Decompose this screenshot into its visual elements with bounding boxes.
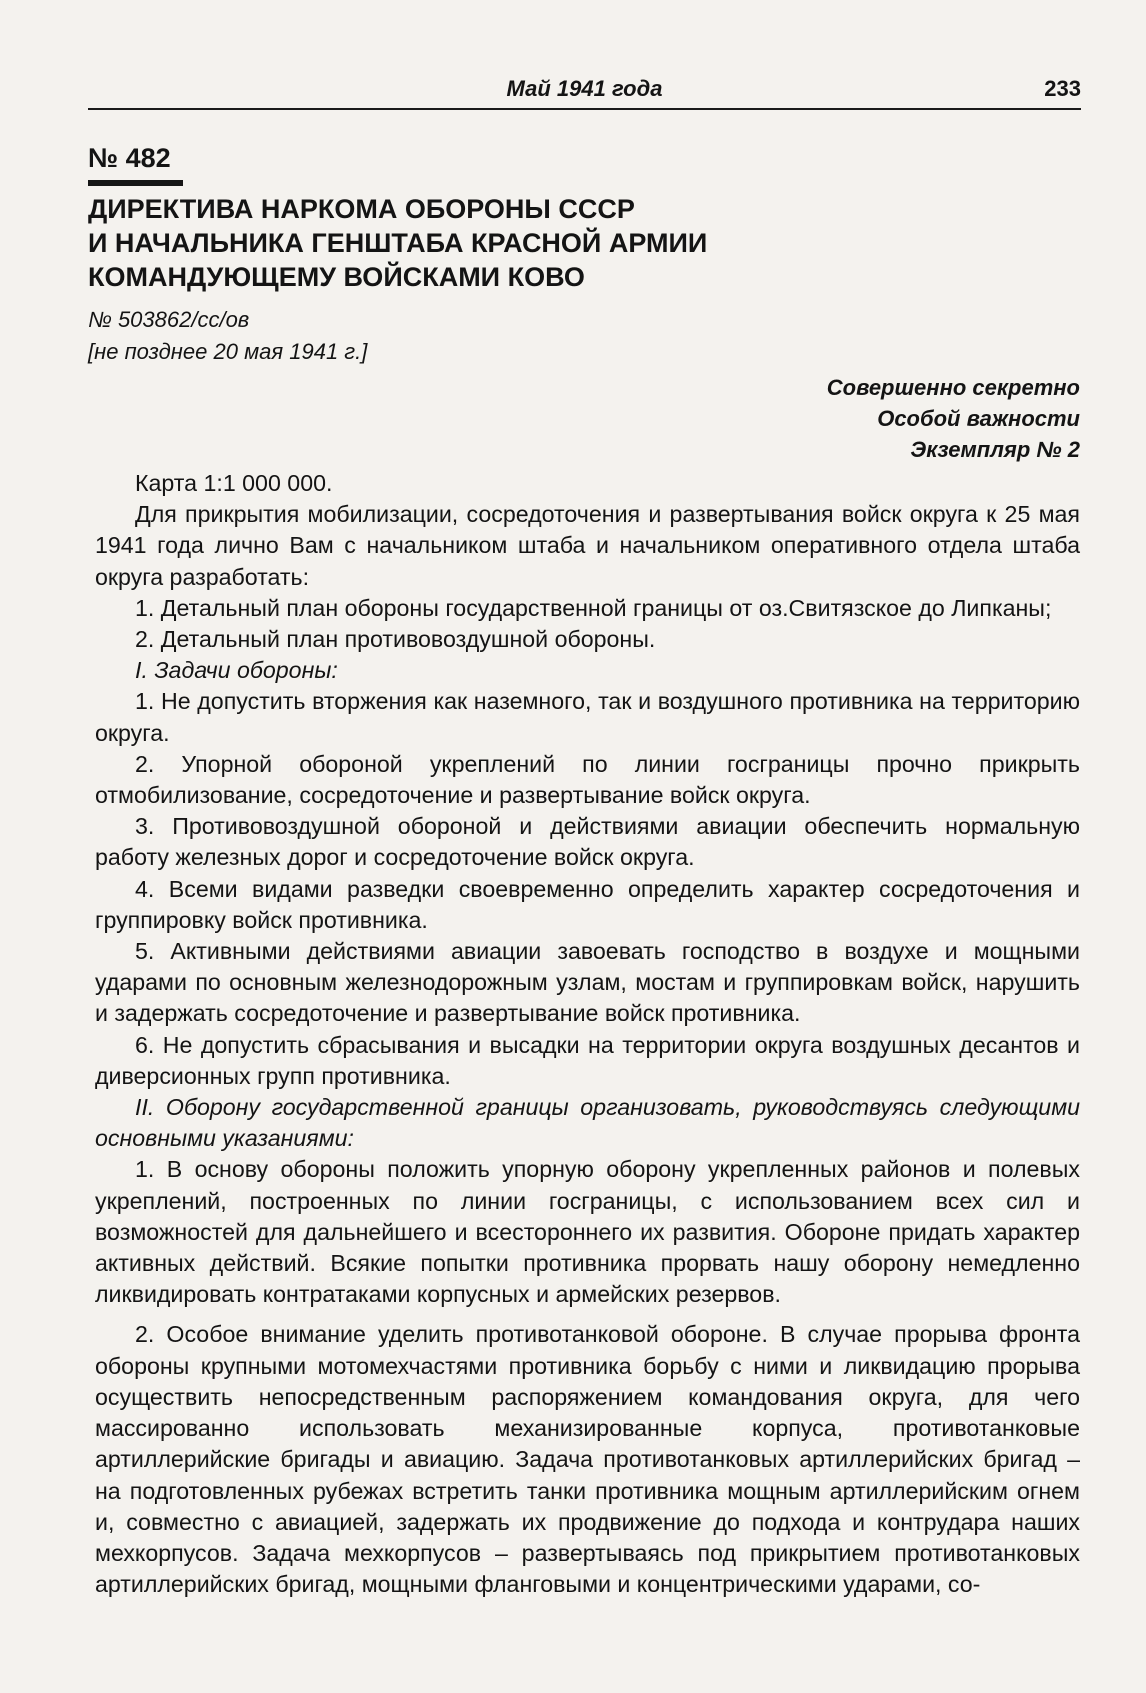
paragraph-item: 2. Упорной обороной укреплений по линии госграницы прочно прикрыть отмобилизование, сосредоточение и развертывание войск округа. bbox=[95, 750, 1080, 809]
running-title: Май 1941 года bbox=[506, 76, 663, 101]
document-date-note: [не позднее 20 мая 1941 г.] bbox=[88, 339, 368, 364]
classification-importance: Особой важности bbox=[877, 406, 1080, 431]
paragraph-item: 4. Всеми видами разведки своевременно определить характер сосредоточения и группировку войск противника. bbox=[95, 875, 1080, 933]
classification-secrecy: Совершенно секретно bbox=[826, 375, 1080, 400]
section-heading-2: II. Оборону государственной границы организовать, руководствуясь следующими основными указаниями: bbox=[95, 1094, 1080, 1152]
title-rule bbox=[88, 180, 183, 186]
document-title-line: КОМАНДУЮЩЕМУ ВОЙСКАМИ КОВО bbox=[88, 262, 585, 292]
paragraph-map: Карта 1:1 000 000. bbox=[135, 470, 333, 496]
document-reference: № 503862/сс/ов bbox=[88, 307, 250, 332]
document-title-line: ДИРЕКТИВА НАРКОМА ОБОРОНЫ СССР bbox=[88, 194, 635, 224]
paragraph-item: 1. Детальный план обороны государственной границы от оз.Свитязское до Липканы; bbox=[135, 594, 1052, 621]
paragraph-item: 3. Противовоздушной обороной и действиями авиации обеспечить нормальную работу железных дорог и сосредоточение войск округа. bbox=[95, 813, 1080, 871]
paragraph-item: 5. Активными действиями авиации завоевать господство в воздухе и мощными ударами по основным железнодорожным узлам, мостам и группировкам войск, нарушить и задержать сосредоточение и развертывание войск противника. bbox=[95, 938, 1080, 1027]
document-title-line: И НАЧАЛЬНИКА ГЕНШТАБА КРАСНОЙ АРМИИ bbox=[88, 228, 708, 258]
classification-copy: Экземпляр № 2 bbox=[910, 437, 1080, 462]
document-number: № 482 bbox=[88, 143, 171, 173]
document-title bbox=[88, 192, 808, 294]
section-heading-1: I. Задачи обороны: bbox=[135, 657, 338, 684]
paragraph-intro: Для прикрытия мобилизации, сосредоточения и развертывания войск округа к 25 мая 1941 года лично Вам с начальником штаба и начальником оперативного отдела штаба округа разработать: bbox=[95, 501, 1080, 590]
paragraph-item: 2. Особое внимание уделить противотанковой обороне. В случае прорыва фронта обороны крупными мотомехчастями противника борьбу с ними и ликвидацию прорыва осуществить непосредственным распоряжением командования округа, для чего массированно использовать механизированные корпуса, противотанковые артиллерийские бригады и авиацию. Задача противотанковых артиллерийских бригад – на подготовленных рубежах встретить танки противника мощным артиллерийским огнем и, совместно с авиацией, задержать их продвижение до подхода и контрудара наших мехкорпусов. Задача мехкорпусов – развертываясь под прикрытием противотанковых артиллерийских бригад, мощными фланговыми и концентрическими ударами, со- bbox=[95, 1321, 1080, 1598]
paragraph-item: 1. Не допустить вторжения как наземного, так и воздушного противника на территорию округа. bbox=[95, 688, 1080, 746]
paragraph-item: 2. Детальный план противовоздушной обороны. bbox=[135, 626, 656, 653]
page-number: 233 bbox=[1044, 76, 1081, 101]
document-body bbox=[95, 468, 1080, 1600]
paragraph-item: 1. В основу обороны положить упорную оборону укрепленных районов и полевых укреплений, построенных по линии госграницы, с использованием всех сил и возможностей для дальнейшего и всестороннего их развития. Обороне придать характер активных действий. Всякие попытки противника прорвать нашу оборону немедленно ликвидировать контратаками корпусных и армейских резервов. bbox=[95, 1156, 1080, 1308]
paragraph-item: 6. Не допустить сбрасывания и высадки на территории округа воздушных десантов и диверсионных групп противника. bbox=[95, 1031, 1080, 1089]
running-header bbox=[88, 70, 1081, 110]
